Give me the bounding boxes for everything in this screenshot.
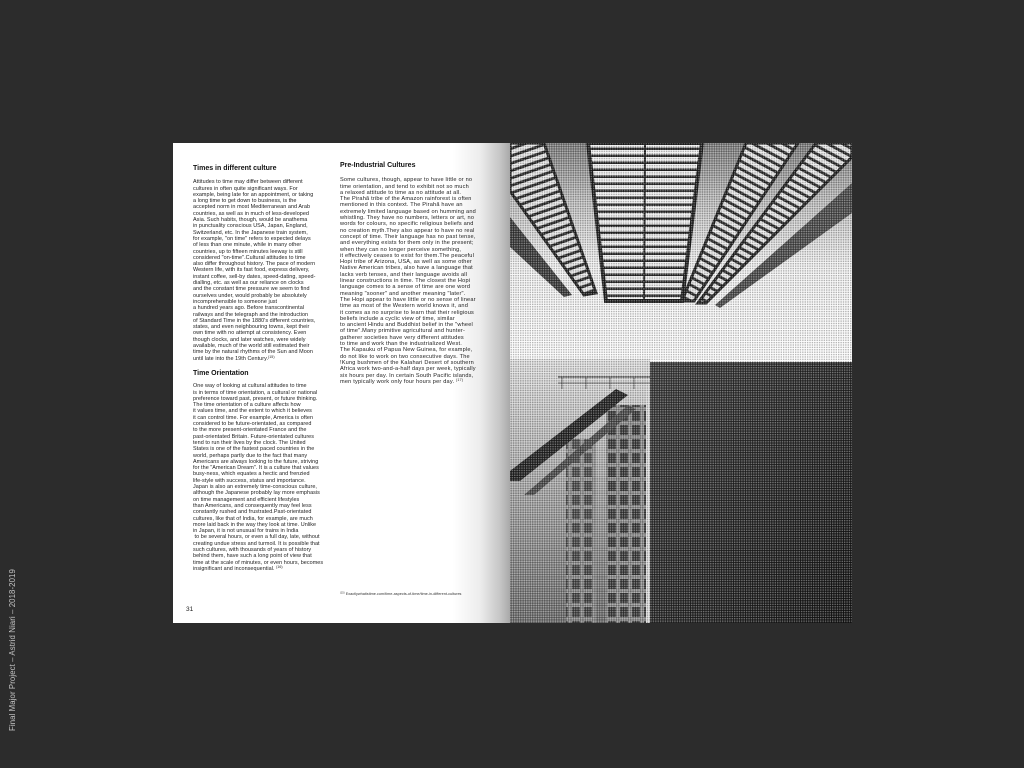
- section-heading-time-orientation: Time Orientation: [193, 369, 249, 377]
- body-text: One way of looking at cultural attitudes to time is in terms of time orientation, a cultural or national preference toward past, present, or future thinking. The time orientation of a culture affects how it values time, and the extent to which it believes it can control time. For example, America is often considered to be future-orientated, as compared to the more present-orientated France and the past-orientated Britain. Future-orientated cultures tend to run their lives by the clock. The United States is one of the fastest paced countries in the world, perhaps partly due to the fact that many Americans are always looking to the future, striving for the "American Dream". It is a culture that values busy-ness, which equates a hectic and frenzied life-style with success, status and importance. Japan is also an extremely time-conscious culture, although the Japanese probably lay more emphasis on time management and efficient lifestyles than Americans, and consequently may feel less constantly rushed and frustrated.Past-orientated cultures, like that of India, for example, are much more laid back in the way they look at time. Unlike in Japan, it is not unusual for trains in India to be several hours, or even a full day, late, without creating undue stress and turmoil. It is possible that such cultures, with thousands of years of history behind them, have such a long point of view that time at the scale of minutes, or even hours, becomes insignificant and inconsequential.: [193, 383, 324, 572]
- footnote-reference: (17): [455, 377, 464, 382]
- footnote-reference: (16): [276, 564, 283, 569]
- halftone-screen: [510, 143, 852, 623]
- section-body-pre-industrial-cultures: [340, 177, 476, 385]
- footnote: [340, 592, 461, 597]
- left-page: [173, 143, 510, 623]
- book-spread: [173, 143, 852, 623]
- right-page-photo: [510, 143, 852, 623]
- section-body-time-orientation: [193, 383, 323, 572]
- body-text: Some cultures, though, appear to have little or no time orientation, and tend to exhibit not so much a relaxed attitude to time as no attitude at all. The Pirahã tribe of the Amazon rainforest is often mentioned in this context. The Pirahã have an extremely limited language based on humming and whistling. They have no numbers, letters or art, no words for colours, no specific religious beliefs and no creation myth.They also appear to have no real concept of time. Their language has no past tense, and everything exists for them only in the present; when they can no longer perceive something, it effectively ceases to exist for them.The peaceful Hopi tribe of Arizona, USA, as well as some other Native American tribes, also have a language that lacks verb tenses, and their language avoids all linear constructions in time. The closest the Hopi language comes to a sense of time are one word meaning "sooner" and another meaning "later". The Hopi appear to have little or no sense of linear time as most of the Western world knows it, and it comes as no surprise to learn that their religious beliefs include a cyclic view of time, similar to ancient Hindu and Buddhist belief in the "wheel of time".Many primitive agricultural and hunter- gatherer societies have very different attitudes to time and work than the industrialized West. The Kapauku of Papua New Guinea, for example, do not like to work on two consecutive days. The !Kung bushmen of the Kalahari Desert of southern Africa work two-and-a-half days per week, typically six hours per day. In certain South Pacific islands, men typically work only four hours per day.: [340, 177, 476, 385]
- footnote-text: Exactlywhatistime.com/time-aspects-of-time/time-in-different-cultures: [345, 592, 462, 596]
- section-body-times-in-different-culture: [193, 179, 315, 362]
- section-heading-times-in-different-culture: Times in different culture: [193, 165, 277, 172]
- footnote-marker: (15): [340, 591, 345, 595]
- page-number: 31: [186, 606, 194, 613]
- section-heading-pre-industrial-cultures: Pre-Industrial Cultures: [340, 161, 416, 169]
- footnote-reference: (15): [268, 354, 275, 359]
- body-text: Attitudes to time may differ between different cultures in often quite significant ways. For example, being late for an appointment, or taking a long time to get down to business, is the accepted norm in most Mediterranean and Arab countries, as well as in much of less-developed Asia. Such habits, though, would be anathema in punctuality conscious USA, Japan, England, Switzerland, etc. In the Japanese train system, for example, "on time" refers to expected delays of less than one minute, while in many other countries, up to fifteen minutes leeway is still considered "on-time".Cultural attitudes to time also differ throughout history. The pace of modern Western life, with its fast food, express delivery, instant coffee, sell-by dates, speed-dating, speed- dialling, etc. as well as our reliance on clocks and the constant time pressure we seem to find ourselves under, would probably be absolutely incomprehensible to someone just a hundred years ago. Before transcontinental railways and the telegraph and the introduction of Standard Time in the 1880's different countries, states, and even neighbouring towns, kept their own time with no attempt at consistency. Even though clocks, and later watches, were widely available, much of the world still estimated their time by the natural rhythms of the Sun and Moon until late into the 19th Century.: [193, 179, 316, 362]
- project-caption: Final Major Project – Astrid Niari – 2018-2019: [8, 569, 17, 731]
